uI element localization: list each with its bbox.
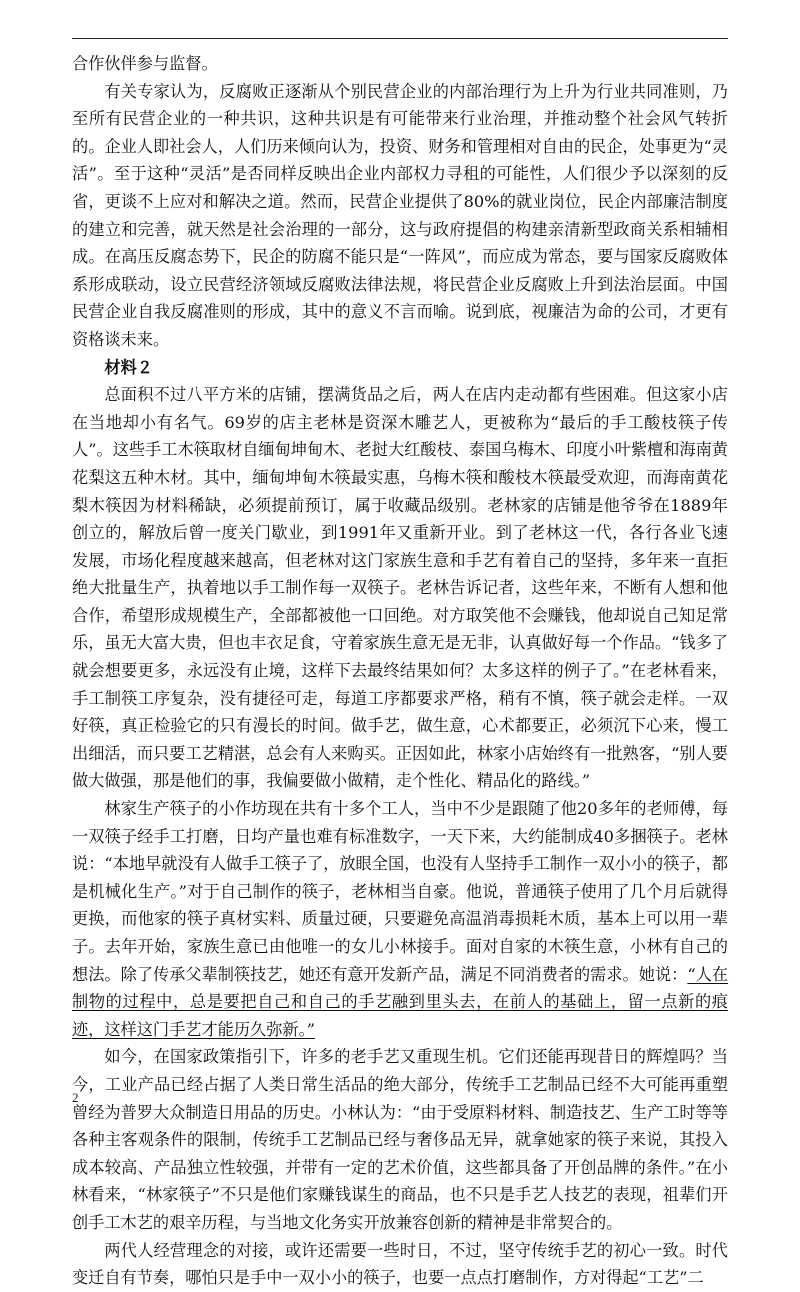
paragraph-workshop	[72, 795, 728, 1043]
document-body	[72, 50, 728, 1292]
paragraph-conclusion: 两代人经营理念的对接，或许还需要一些时日，不过，坚守传统手艺的初心一致。时代变迁自有节奏，哪怕只是手中一双小小的筷子，也要一点点打磨制作，方对得起“工艺”二	[72, 1240, 728, 1288]
paragraph-expert-view: 有关专家认为，反腐败正逐渐从个别民营企业的内部治理行为上升为行业共同准则，乃至所有民营企业的一种共识，这种共识是有可能带来行业治理，并推动整个社会风气转折的。企业人即社会人，人们历来倾向认为，投资、财务和管理相对自由的民企，处事更为“灵活”。至于这种“灵活”是否同样反映出企业内部权力寻租的可能性，人们很少予以深刻的反省，更谈不上应对和解决之道。然而，民营企业提供了80%的就业岗位，民企内部廉洁制度的建立和完善，就天然是社会治理的一部分，这与政府提倡的构建亲清新型政商关系相辅相成。在高压反腐态势下，民企的防腐不能只是“一阵风”，而应成为常态，要与国家反腐败体系形成联动，设立民营经济领域反腐败法律法规，将民营企业反腐败上升到法治层面。中国民营企业自我反腐准则的形成，其中的意义不言而喻。说到底，视廉洁为命的公司，才更有资格谈未来。	[72, 81, 728, 349]
page-number: 2	[72, 1090, 79, 1105]
paragraph-policy: 如今，在国家政策指引下，许多的老手艺又重现生机。它们还能再现昔日的辉煌吗？当今，工业产品已经占据了人类日常生活品的绝大部分，传统手工艺制品已经不大可能再重塑曾经为普罗大众制造日用品的历史。小林认为：“由于受原料材料、制造技艺、生产工时等等各种主客观条件的限制，传统手工艺制品已经与奢侈品无异，就拿她家的筷子来说，其投入成本较高、产品独立性较强，并带有一定的艺术价值，这些都具备了开创品牌的条件。”在小林看来，“林家筷子”不只是他们家赚钱谋生的商品，也不只是手艺人技艺的表现，祖辈们开创手工木艺的艰辛历程，与当地文化务实开放兼容创新的精神是非常契合的。	[72, 1047, 728, 1232]
paragraph-shop-intro: 总面积不过八平方米的店铺，摆满货品之后，两人在店内走动都有些困难。但这家小店在当地却小有名气。69岁的店主老林是资深木雕艺人，更被称为“最后的手工酸枝筷子传人”。这些手工木筷取材自缅甸坤甸木、老挝大红酸枝、泰国乌梅木、印度小叶紫檀和海南黄花梨这五种木材。其中，缅甸坤甸木筷最实惠，乌梅木筷和酸枝木筷最受欢迎，而海南黄花梨木筷因为材料稀缺，必须提前预订，属于收藏品级别。老林家的店铺是他爷爷在1889年创立的，解放后曾一度关门歇业，到1991年又重新开业。到了老林这一代，各行各业飞速发展，市场化程度越来越高，但老林对这门家族生意和手艺有着自己的坚持，多年来一直拒绝大批量生产，执着地以手工制作每一双筷子。老林告诉记者，这些年来，不断有人想和他合作，希望形成规模生产，全部都被他一口回绝。对方取笑他不会赚钱，他却说自己知足常乐，虽无大富大贵，但也丰衣足食，守着家族生意无是无非，认真做好每一个作品。“钱多了就会想要更多，永远没有止境，这样下去最终结果如何？太多这样的例子了。”在老林看来，手工制筷工序复杂，没有捷径可走，每道工序都要求严格，稍有不慎，筷子就会走样。一双好筷，真正检验它的只有漫长的时间。做手艺，做生意，心术都要正，必须沉下心来，慢工出细活，而只要工艺精湛，总会有人来购买。正因如此，林家小店始终有一批熟客，“别人要做大做强，那是他们的事，我偏要做小做精，走个性化、精品化的路线。”	[72, 385, 728, 791]
paragraph-workshop-text: 林家生产筷子的小作坊现在共有十多个工人，当中不少是跟随了他20多年的老师傅，每一双筷子经手工打磨，日均产量也难有标准数字，一天下来，大约能制成40多捆筷子。老林说：“本地早就没有人做手工筷子了，放眼全国，也没有人坚持手工制作一双小小的筷子，都是机械化生产。”对于自己制作的筷子，老林相当自豪。他说，普通筷子使用了几个月后就得更换，而他家的筷子真材实料、质量过硬，只要避免高温消毒损耗木质，基本上可以用一辈子。去年开始，家族生意已由他唯一的女儿小林接手。面对自家的木筷生意，小林有自己的想法。除了传承父辈制筷技艺，她还有意开发新产品，满足不同消费者的需求。她说：	[72, 799, 728, 984]
section-heading-material-2: 材料２	[104, 357, 153, 377]
paragraph-continuation: 合作伙伴参与监督。	[72, 54, 218, 73]
underlined-quote: “人在制物的过程中，总是要把自己和自己的手艺融到里头去，在前人的基础上，留一点新的痕迹，这样这门手艺才能历久弥新。”	[72, 964, 729, 1039]
header-rule	[72, 38, 728, 39]
